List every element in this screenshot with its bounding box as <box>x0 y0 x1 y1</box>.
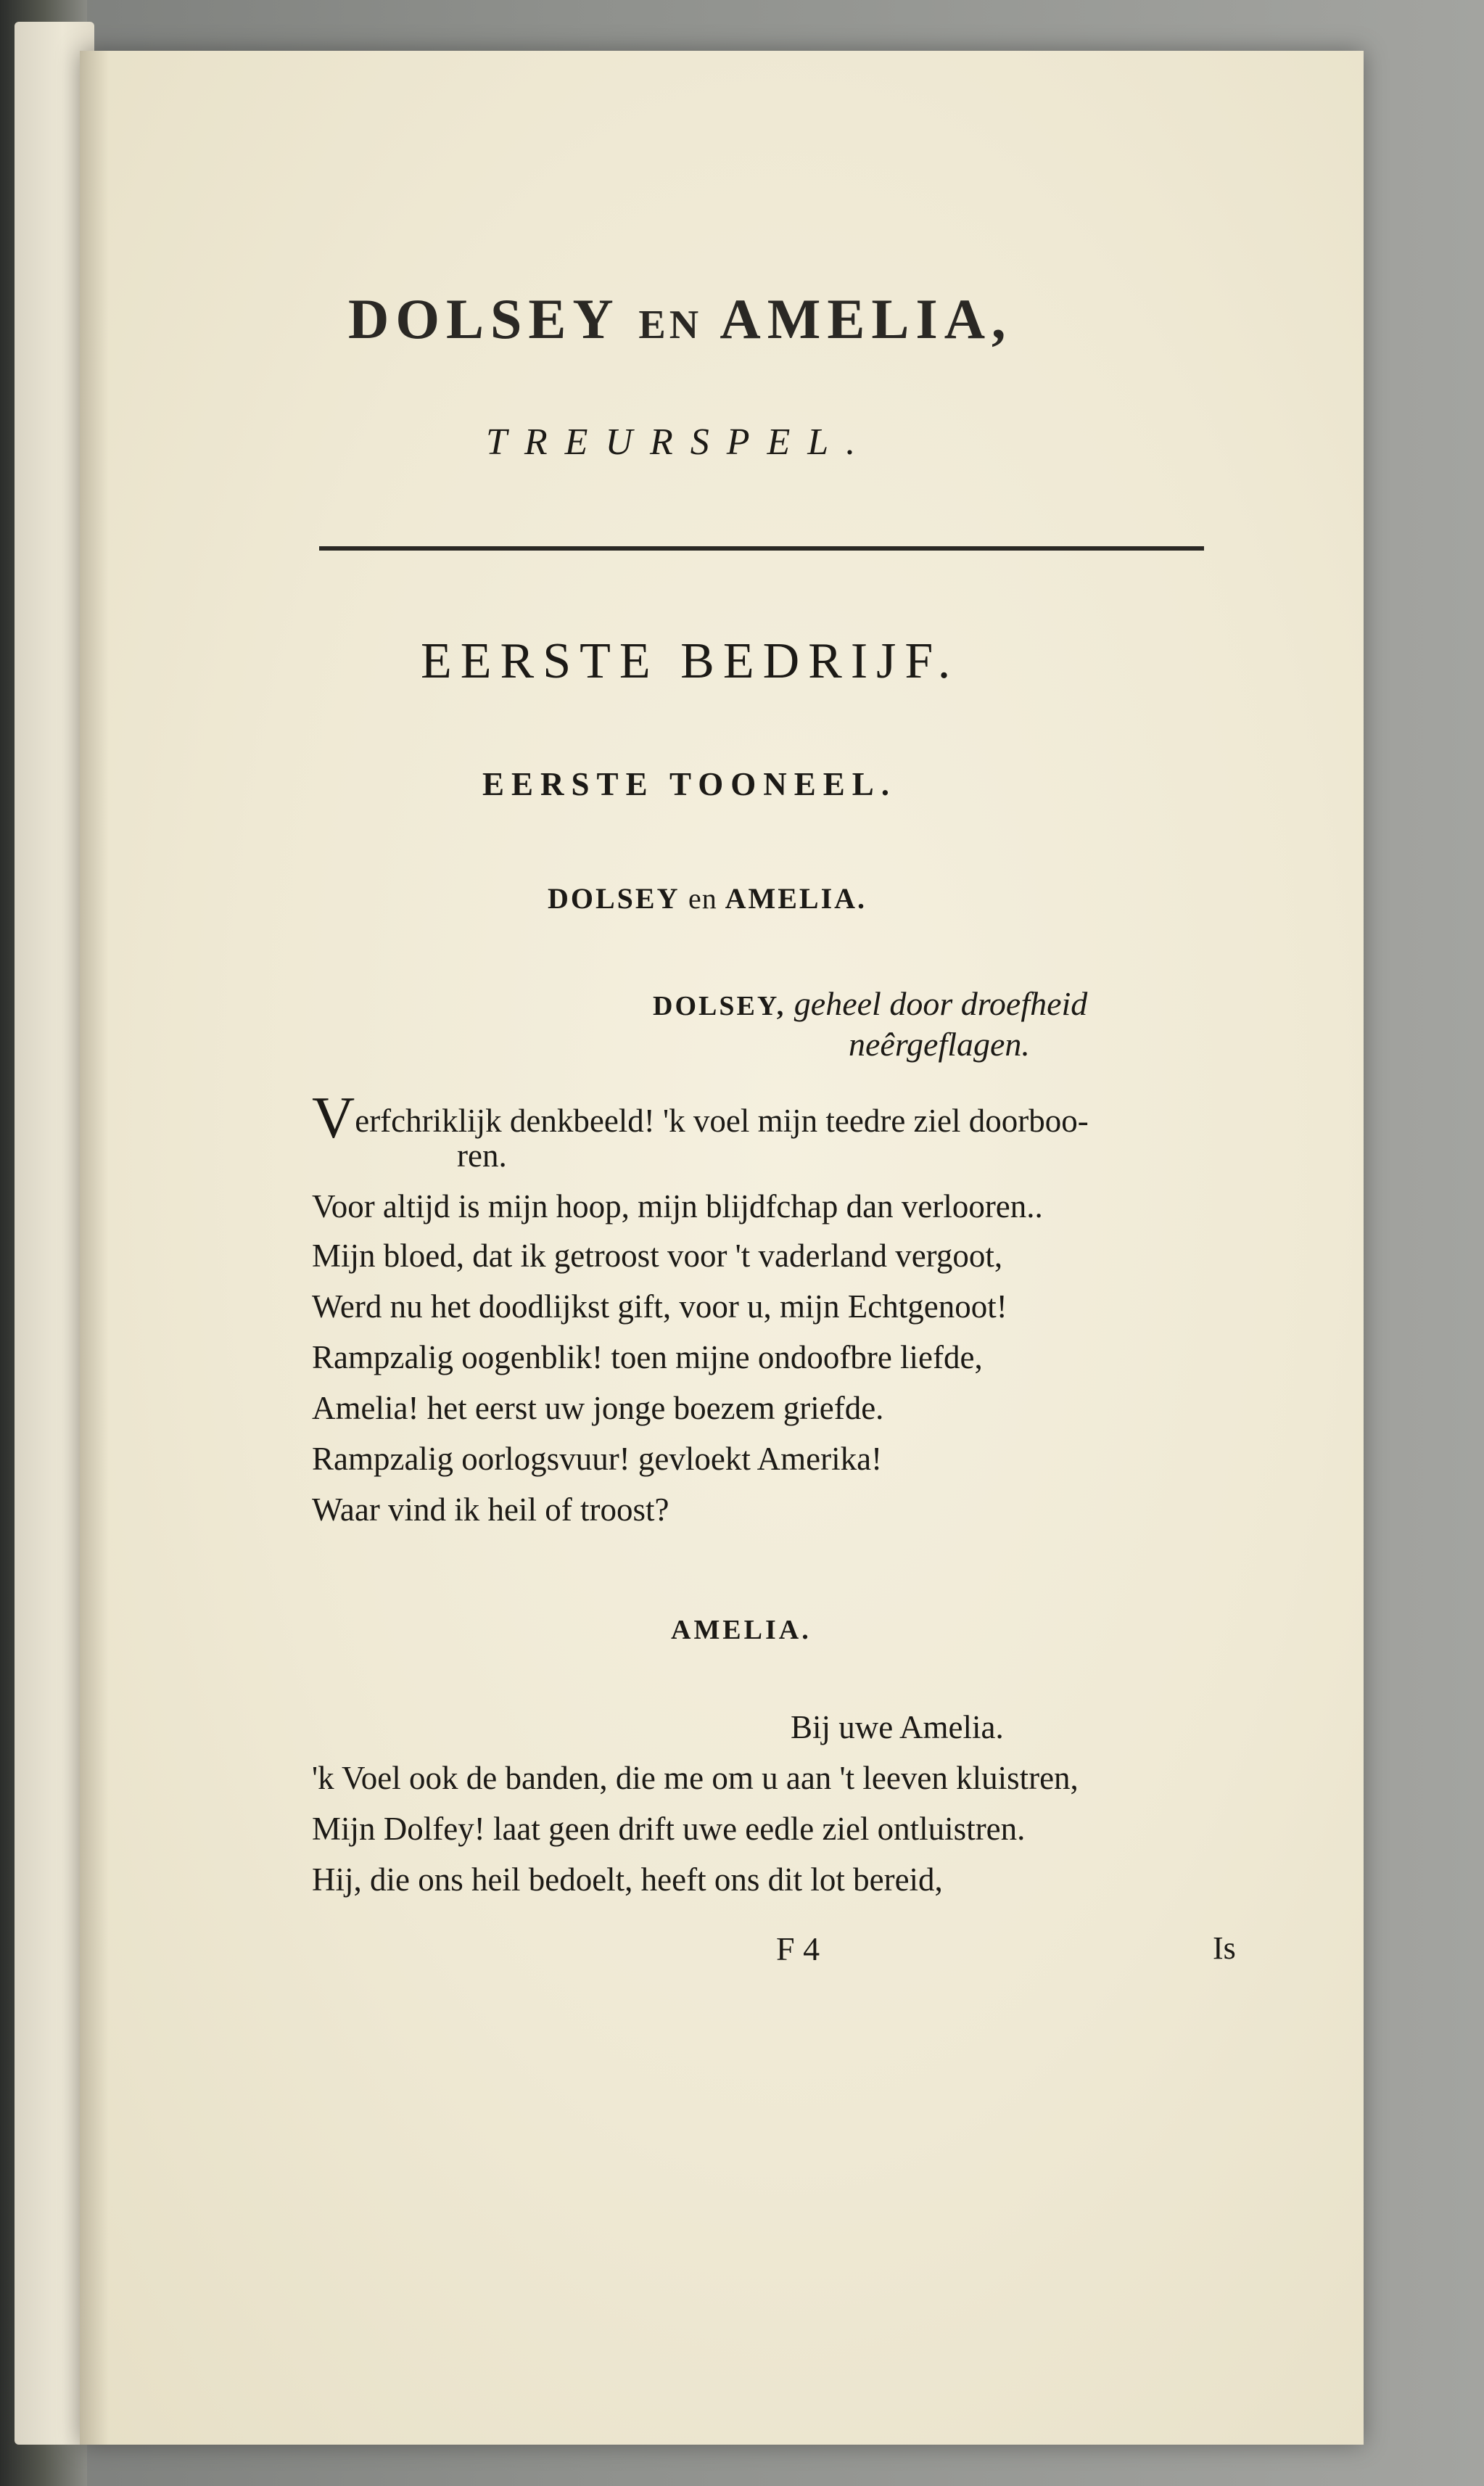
verse-line: Mijn bloed, dat ik getroost voor 't vaderland vergoot, <box>312 1238 1003 1274</box>
verse-line: Voor altijd is mijn hoop, mijn blijdfchap dan verlooren.. <box>312 1188 1043 1225</box>
divider-rule <box>319 546 1204 551</box>
speaker-heading-dolsey <box>653 983 1087 1027</box>
verse-line: Waar vind ik heil of troost? <box>312 1491 669 1528</box>
title-part1: DOLSEY <box>348 287 618 350</box>
scene-heading: EERSTE TOONEEL. <box>482 766 897 802</box>
verse-line: Hij, die ons heil bedoelt, heeft ons dit lot bereid, <box>312 1861 943 1898</box>
verse-line: Mijn Dolfey! laat geen drift uwe eedle ziel ontluistren. <box>312 1811 1026 1847</box>
speaker-name-amelia: AMELIA. <box>671 1615 812 1645</box>
character-conjunction: en <box>688 882 717 915</box>
speaker-name-dolsey: DOLSEY, <box>653 991 786 1021</box>
character-a: DOLSEY <box>548 882 680 915</box>
signature-mark: F 4 <box>776 1930 820 1967</box>
play-subtitle: TREURSPEL. <box>486 421 873 463</box>
character-b: AMELIA. <box>725 882 867 915</box>
stage-direction-line2: neêrgeflagen. <box>849 1026 1030 1063</box>
scene-characters <box>548 881 867 915</box>
verse-line: 'k Voel ook de banden, die me om u aan 't leeven kluistren, <box>312 1760 1079 1796</box>
verse-line: ren. <box>457 1137 507 1174</box>
title-part2: AMELIA, <box>720 287 1013 350</box>
verse-line <box>312 1084 1089 1151</box>
gutter-shade <box>80 51 109 2445</box>
verse-line: Werd nu het doodlijkst gift, voor u, mijn Echtgenoot! <box>312 1288 1007 1325</box>
verse-line: Amelia! het eerst uw jonge boezem griefde. <box>312 1390 884 1426</box>
verse-line: Rampzalig oorlogsvuur! gevloekt Amerika! <box>312 1441 883 1477</box>
verse-line: Rampzalig oogenblik! toen mijne ondoofbre liefde, <box>312 1339 983 1375</box>
verse-half-line: Bij uwe Amelia. <box>791 1709 1004 1745</box>
play-title <box>348 287 1013 352</box>
title-en: EN <box>638 302 703 347</box>
verse-line-text: erfchriklijk denkbeeld! 'k voel mijn teedre ziel doorboo- <box>355 1103 1089 1139</box>
act-heading: EERSTE BEDRIJF. <box>421 633 960 689</box>
stage-direction-line1: geheel door droefheid <box>793 985 1088 1022</box>
drop-cap: V <box>312 1084 355 1151</box>
catchword: Is <box>1213 1930 1236 1966</box>
